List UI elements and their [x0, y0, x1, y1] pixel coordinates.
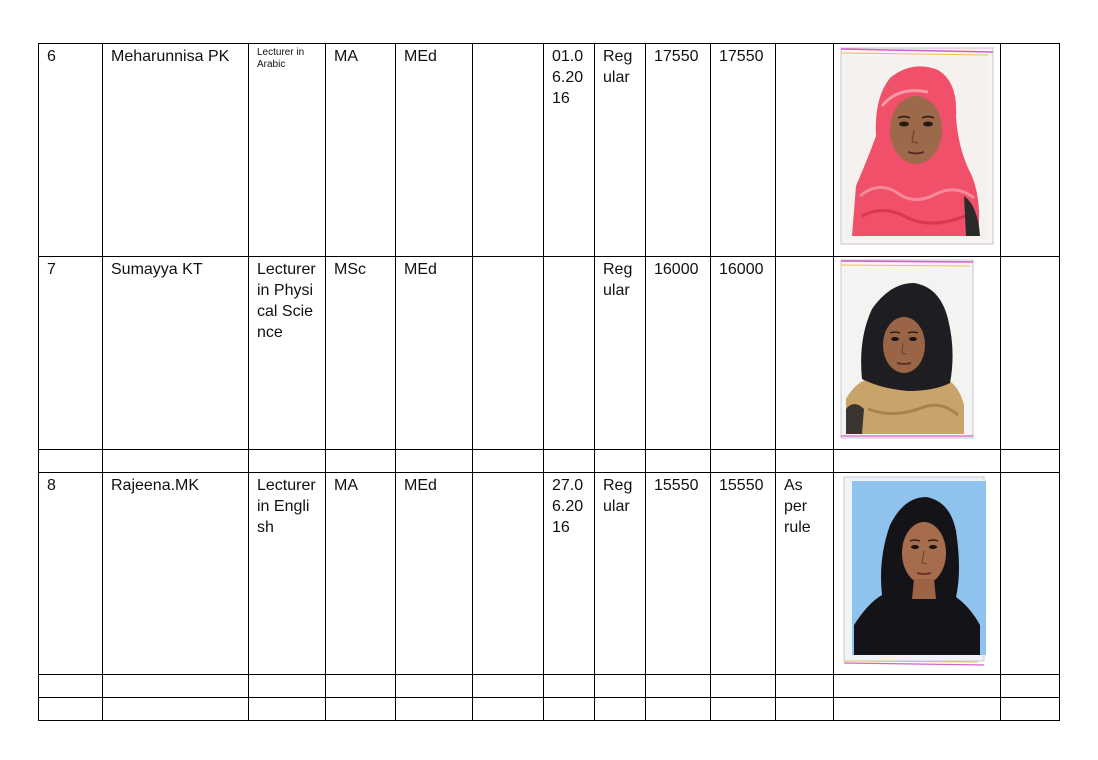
pg-qualification-cell: MA	[326, 44, 396, 257]
table-row	[39, 44, 1060, 257]
remarks-cell	[776, 44, 834, 257]
remarks-cell	[776, 257, 834, 450]
salary-cell: 17550	[711, 44, 776, 257]
table-row-empty	[39, 675, 1060, 698]
teaching-qualification-cell: MEd	[396, 473, 473, 675]
pay-cell: 16000	[646, 257, 711, 450]
extra-qualification-cell	[473, 473, 544, 675]
extra-cell	[1001, 257, 1060, 450]
photo-of-woman-pink-headscarf	[838, 46, 996, 246]
appointment-type-cell: Regular	[595, 473, 646, 675]
staff-table	[38, 43, 1060, 721]
appointment-type-cell: Regular	[595, 44, 646, 257]
photo-cell	[834, 473, 1001, 675]
remarks-cell: As per rule	[776, 473, 834, 675]
appointment-type-cell: Regular	[595, 257, 646, 450]
photo-cell	[834, 44, 1001, 257]
table-row	[39, 473, 1060, 675]
extra-cell	[1001, 473, 1060, 675]
name-cell: Sumayya KT	[103, 257, 249, 450]
designation-cell: Lecturer in Arabic	[249, 44, 326, 257]
extra-qualification-cell	[473, 257, 544, 450]
salary-cell: 16000	[711, 257, 776, 450]
photo-of-woman-blue-background	[838, 475, 996, 667]
pg-qualification-cell: MA	[326, 473, 396, 675]
photo-of-woman-black-headscarf	[838, 259, 996, 439]
extra-cell	[1001, 44, 1060, 257]
pay-cell: 15550	[646, 473, 711, 675]
extra-qualification-cell	[473, 44, 544, 257]
pg-qualification-cell: MSc	[326, 257, 396, 450]
designation-cell: Lecturer in Physical Science	[249, 257, 326, 450]
date-of-joining-cell: 01.06.2016	[544, 44, 595, 257]
pay-cell: 17550	[646, 44, 711, 257]
table-row-empty	[39, 450, 1060, 473]
date-of-joining-cell: 27.06.2016	[544, 473, 595, 675]
table-row-empty	[39, 698, 1060, 721]
designation-cell: Lecturer in English	[249, 473, 326, 675]
serial-number-cell: 8	[39, 473, 103, 675]
photo-cell	[834, 257, 1001, 450]
teaching-qualification-cell: MEd	[396, 257, 473, 450]
date-of-joining-cell	[544, 257, 595, 450]
name-cell: Meharunnisa PK	[103, 44, 249, 257]
serial-number-cell: 6	[39, 44, 103, 257]
serial-number-cell: 7	[39, 257, 103, 450]
table-row	[39, 257, 1060, 450]
teaching-qualification-cell: MEd	[396, 44, 473, 257]
name-cell: Rajeena.MK	[103, 473, 249, 675]
salary-cell: 15550	[711, 473, 776, 675]
